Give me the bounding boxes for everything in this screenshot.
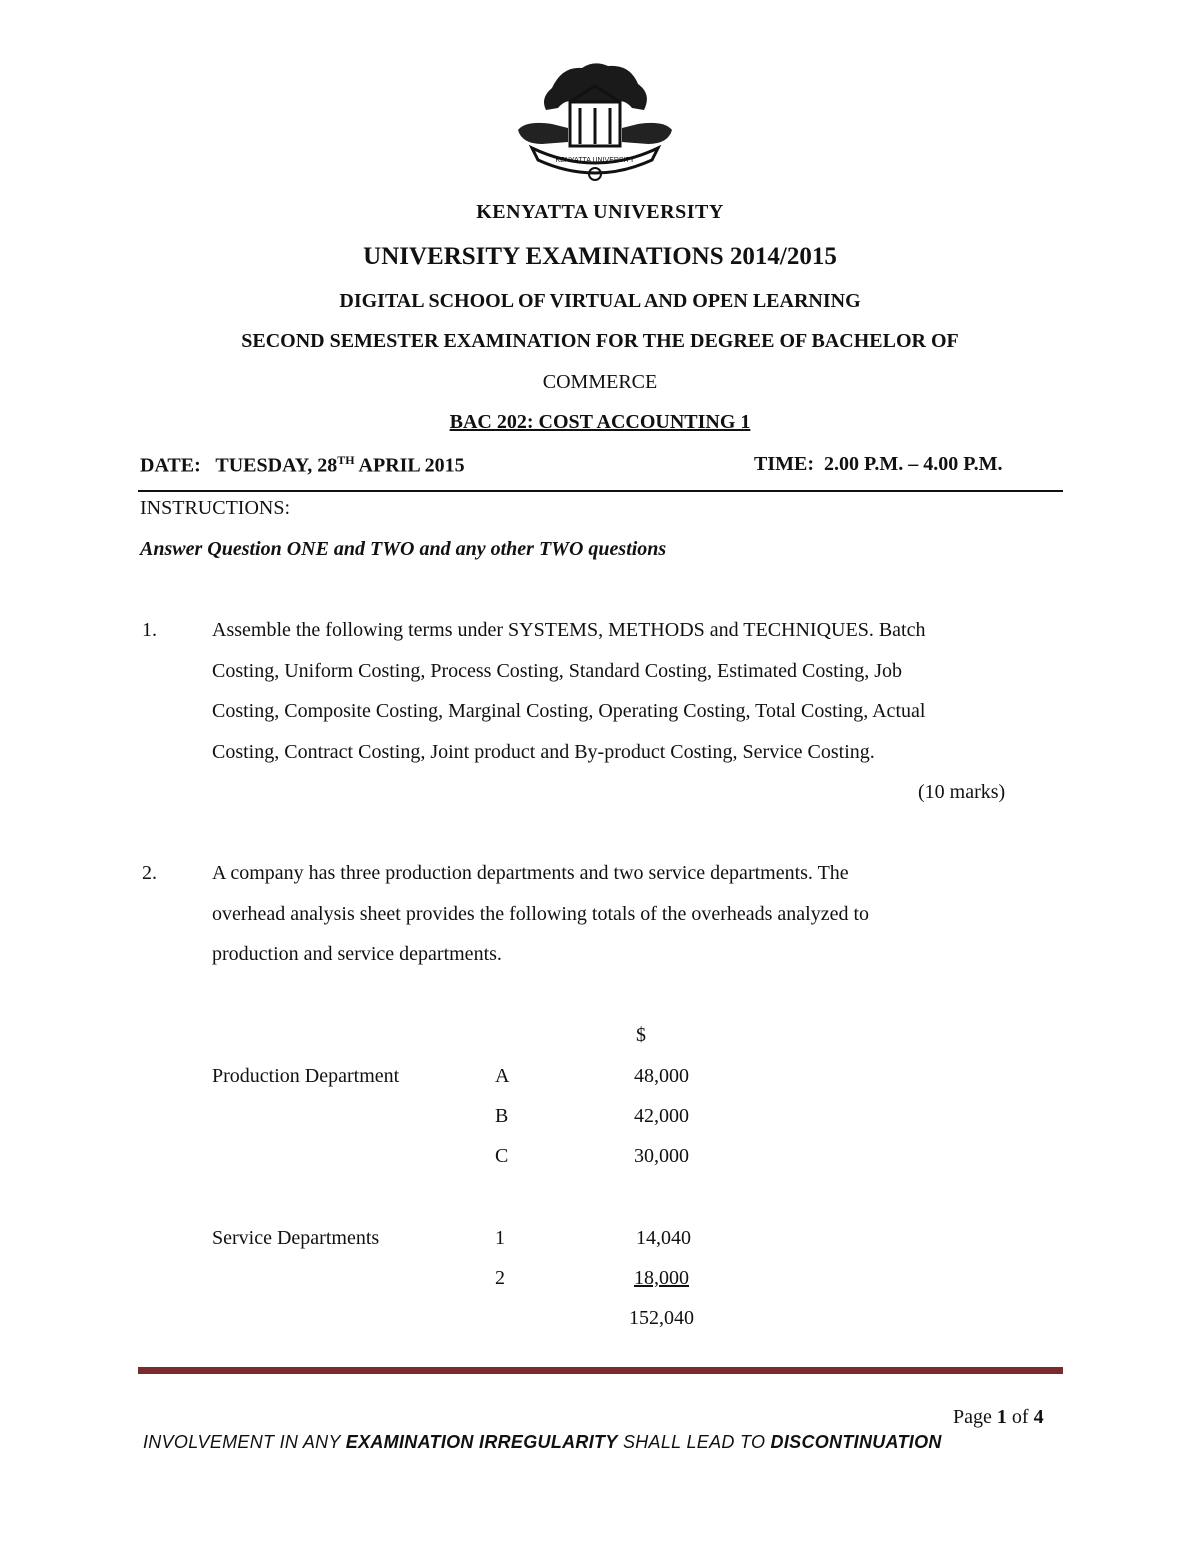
date-value-post: APRIL 2015: [354, 454, 465, 477]
question-1-number: 1.: [142, 619, 157, 641]
page-number: [953, 1406, 1044, 1429]
course-title-text: BAC 202: COST ACCOUNTING 1: [449, 411, 751, 433]
exam-time: [754, 453, 1003, 476]
date-label: DATE:: [140, 454, 201, 477]
header-divider: [138, 490, 1063, 492]
question-2-line: overhead analysis sheet provides the following totals of the overheads analyzed to: [212, 902, 870, 925]
university-seal-logo: [512, 58, 678, 184]
question-1-line: Assemble the following terms under SYSTEMS, METHODS and TECHNIQUES. Batch: [212, 619, 926, 641]
seal-text: KENYATTA UNIVERSITY: [555, 157, 635, 164]
department-amount: 18,000: [634, 1267, 689, 1289]
date-value-pre: TUESDAY, 28: [215, 454, 338, 477]
department-amount: 42,000: [634, 1105, 689, 1127]
department-amount: 30,000: [634, 1145, 689, 1167]
question-1-marks: (10 marks): [918, 781, 1006, 803]
question-2-line: production and service departments.: [212, 943, 502, 965]
time-label: TIME:: [754, 453, 814, 475]
warning-part-bold: EXAMINATION IRREGULARITY: [345, 1432, 618, 1452]
question-2-line: A company has three production departments and two service departments. The: [212, 862, 849, 884]
department-amount: 14,040: [636, 1227, 691, 1249]
page-current: 1: [996, 1406, 1007, 1428]
department-amount: 48,000: [634, 1065, 689, 1087]
production-department-label: Production Department: [212, 1065, 400, 1087]
currency-header: $: [636, 1024, 646, 1046]
exam-date: [140, 453, 465, 478]
irregularity-warning: [143, 1432, 942, 1453]
page-word: Page: [953, 1406, 997, 1428]
service-departments-label: Service Departments: [212, 1227, 380, 1249]
question-2-number: 2.: [142, 862, 157, 884]
school-name: DIGITAL SCHOOL OF VIRTUAL AND OPEN LEARNING: [339, 290, 861, 312]
warning-part: INVOLVEMENT IN ANY: [143, 1432, 346, 1452]
semester-line-2: COMMERCE: [542, 371, 658, 393]
instructions-label: INSTRUCTIONS:: [140, 497, 291, 519]
warning-part: SHALL LEAD TO: [617, 1432, 771, 1452]
footer-divider: [138, 1367, 1063, 1374]
instructions-text: Answer Question ONE and TWO and any other TWO questions: [140, 538, 667, 560]
warning-part-bold: DISCONTINUATION: [770, 1432, 942, 1452]
department-code: 1: [495, 1227, 505, 1249]
question-1-line: Costing, Contract Costing, Joint product and By-product Costing, Service Costing.: [212, 740, 875, 763]
time-value: 2.00 P.M. – 4.00 P.M.: [824, 453, 1003, 475]
department-code: B: [495, 1105, 509, 1127]
page-of: of: [1006, 1406, 1034, 1428]
question-1-line: Costing, Uniform Costing, Process Costing, Standard Costing, Estimated Costing, Job: [212, 659, 903, 682]
question-1-text: [212, 610, 1072, 772]
page-total: 4: [1033, 1406, 1044, 1428]
university-name: KENYATTA UNIVERSITY: [476, 201, 724, 223]
exam-title: UNIVERSITY EXAMINATIONS 2014/2015: [363, 243, 837, 270]
question-2-text: [212, 853, 1072, 975]
date-superscript: TH: [337, 453, 355, 467]
semester-line-1: SECOND SEMESTER EXAMINATION FOR THE DEGREE OF BACHELOR OF: [241, 330, 959, 352]
course-title: [0, 411, 1200, 434]
total-amount: 152,040: [629, 1307, 694, 1329]
department-code: 2: [495, 1267, 505, 1289]
department-code: A: [495, 1065, 510, 1087]
department-code: C: [495, 1145, 509, 1167]
question-1-line: Costing, Composite Costing, Marginal Costing, Operating Costing, Total Costing, Actual: [212, 700, 926, 722]
